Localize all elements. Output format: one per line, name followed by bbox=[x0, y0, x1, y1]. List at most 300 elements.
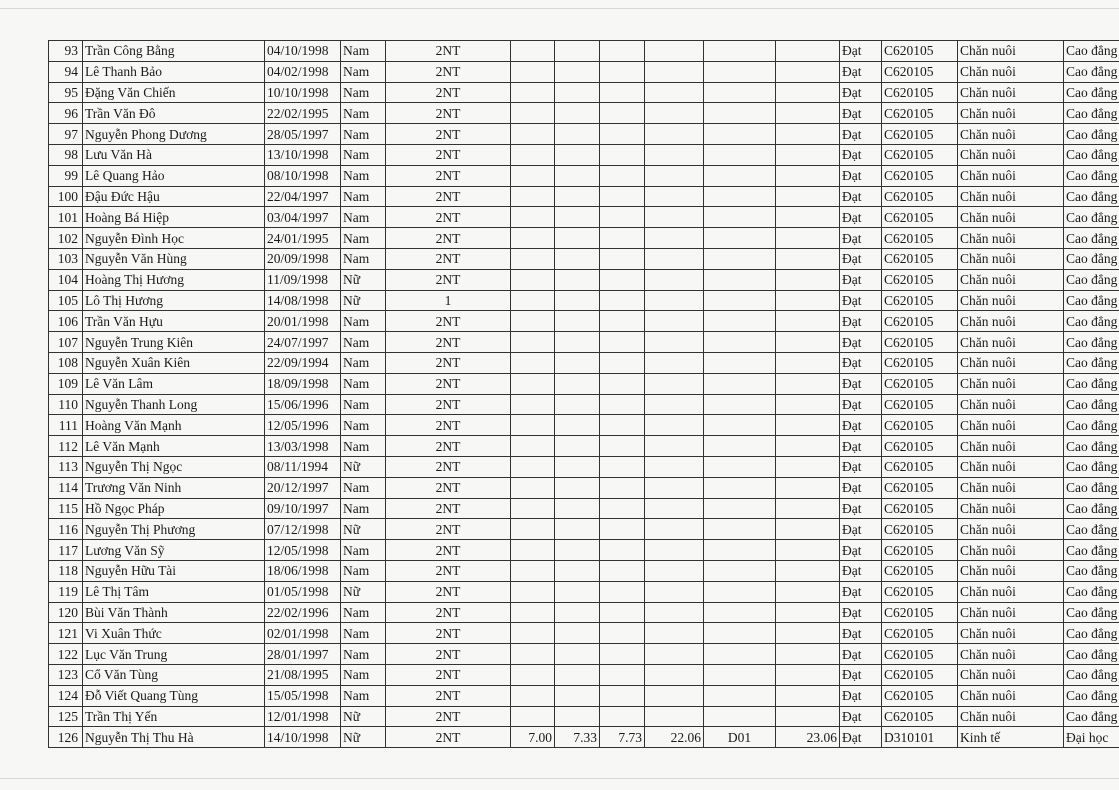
student-name-cell: Đỗ Viết Quang Tùng bbox=[83, 685, 265, 706]
subject-1-score-cell bbox=[511, 41, 555, 62]
gender-cell: Nam bbox=[341, 311, 386, 332]
exam-block-cell bbox=[704, 124, 776, 145]
total-score-cell bbox=[645, 311, 704, 332]
education-level-cell: Cao đẳng bbox=[1064, 477, 1119, 498]
subject-2-score-cell bbox=[555, 103, 600, 124]
exam-block-cell bbox=[704, 103, 776, 124]
scan-edge-bottom bbox=[0, 778, 1119, 779]
admission-results-table bbox=[48, 40, 1119, 748]
major-name-cell: Chăn nuôi bbox=[958, 436, 1064, 457]
result-status-cell: Đạt bbox=[840, 415, 882, 436]
exam-block-cell bbox=[704, 623, 776, 644]
major-name-cell: Chăn nuôi bbox=[958, 373, 1064, 394]
gender-cell: Nam bbox=[341, 685, 386, 706]
total-score-cell bbox=[645, 41, 704, 62]
education-level-cell: Cao đẳng bbox=[1064, 144, 1119, 165]
table-row bbox=[49, 498, 1119, 519]
student-name-cell: Vi Xuân Thức bbox=[83, 623, 265, 644]
exam-block-cell bbox=[704, 581, 776, 602]
gender-cell: Nam bbox=[341, 41, 386, 62]
education-level-cell: Cao đẳng bbox=[1064, 540, 1119, 561]
priority-area-cell: 2NT bbox=[386, 602, 511, 623]
gender-cell: Nam bbox=[341, 165, 386, 186]
result-status-cell: Đạt bbox=[840, 373, 882, 394]
gender-cell: Nữ bbox=[341, 727, 386, 748]
major-code-cell: C620105 bbox=[882, 706, 958, 727]
priority-area-cell: 2NT bbox=[386, 41, 511, 62]
major-code-cell: C620105 bbox=[882, 311, 958, 332]
exam-block-cell bbox=[704, 207, 776, 228]
priority-area-cell: 1 bbox=[386, 290, 511, 311]
subject-2-score-cell: 7.33 bbox=[555, 727, 600, 748]
subject-1-score-cell bbox=[511, 560, 555, 581]
row-number-cell: 115 bbox=[49, 498, 83, 519]
student-name-cell: Trần Công Bằng bbox=[83, 41, 265, 62]
row-number-cell: 113 bbox=[49, 456, 83, 477]
education-level-cell: Cao đẳng bbox=[1064, 41, 1119, 62]
admission-score-cell bbox=[776, 436, 840, 457]
admission-score-cell bbox=[776, 269, 840, 290]
education-level-cell: Cao đẳng bbox=[1064, 248, 1119, 269]
result-status-cell: Đạt bbox=[840, 61, 882, 82]
exam-block-cell bbox=[704, 477, 776, 498]
admission-score-cell bbox=[776, 207, 840, 228]
table-row bbox=[49, 727, 1119, 748]
date-of-birth-cell: 18/09/1998 bbox=[265, 373, 341, 394]
table-row bbox=[49, 560, 1119, 581]
major-name-cell: Chăn nuôi bbox=[958, 207, 1064, 228]
subject-1-score-cell bbox=[511, 332, 555, 353]
student-name-cell: Trần Văn Đô bbox=[83, 103, 265, 124]
gender-cell: Nam bbox=[341, 477, 386, 498]
exam-block-cell bbox=[704, 352, 776, 373]
exam-block-cell bbox=[704, 61, 776, 82]
priority-area-cell: 2NT bbox=[386, 103, 511, 124]
gender-cell: Nam bbox=[341, 103, 386, 124]
result-status-cell: Đạt bbox=[840, 394, 882, 415]
date-of-birth-cell: 22/09/1994 bbox=[265, 352, 341, 373]
gender-cell: Nam bbox=[341, 248, 386, 269]
date-of-birth-cell: 02/01/1998 bbox=[265, 623, 341, 644]
student-name-cell: Lê Văn Lâm bbox=[83, 373, 265, 394]
student-name-cell: Lưu Văn Hà bbox=[83, 144, 265, 165]
date-of-birth-cell: 11/09/1998 bbox=[265, 269, 341, 290]
education-level-cell: Cao đẳng bbox=[1064, 373, 1119, 394]
subject-3-score-cell bbox=[600, 186, 645, 207]
result-status-cell: Đạt bbox=[840, 540, 882, 561]
major-code-cell: C620105 bbox=[882, 373, 958, 394]
result-status-cell: Đạt bbox=[840, 581, 882, 602]
subject-3-score-cell bbox=[600, 290, 645, 311]
row-number-cell: 100 bbox=[49, 186, 83, 207]
major-name-cell: Chăn nuôi bbox=[958, 332, 1064, 353]
major-name-cell: Chăn nuôi bbox=[958, 498, 1064, 519]
major-name-cell: Chăn nuôi bbox=[958, 519, 1064, 540]
priority-area-cell: 2NT bbox=[386, 581, 511, 602]
major-name-cell: Kinh tế bbox=[958, 727, 1064, 748]
subject-2-score-cell bbox=[555, 248, 600, 269]
education-level-cell: Cao đẳng bbox=[1064, 456, 1119, 477]
row-number-cell: 107 bbox=[49, 332, 83, 353]
major-code-cell: C620105 bbox=[882, 290, 958, 311]
subject-1-score-cell bbox=[511, 685, 555, 706]
admission-score-cell bbox=[776, 82, 840, 103]
gender-cell: Nam bbox=[341, 61, 386, 82]
row-number-cell: 114 bbox=[49, 477, 83, 498]
major-code-cell: C620105 bbox=[882, 498, 958, 519]
result-status-cell: Đạt bbox=[840, 519, 882, 540]
student-name-cell: Bùi Văn Thành bbox=[83, 602, 265, 623]
exam-block-cell bbox=[704, 685, 776, 706]
total-score-cell bbox=[645, 477, 704, 498]
education-level-cell: Cao đẳng bbox=[1064, 61, 1119, 82]
admission-score-cell bbox=[776, 352, 840, 373]
total-score-cell bbox=[645, 373, 704, 394]
education-level-cell: Cao đẳng bbox=[1064, 623, 1119, 644]
subject-2-score-cell bbox=[555, 602, 600, 623]
table-row bbox=[49, 602, 1119, 623]
gender-cell: Nam bbox=[341, 124, 386, 145]
education-level-cell: Cao đẳng bbox=[1064, 165, 1119, 186]
subject-3-score-cell bbox=[600, 519, 645, 540]
major-code-cell: C620105 bbox=[882, 228, 958, 249]
subject-2-score-cell bbox=[555, 436, 600, 457]
student-name-cell: Nguyễn Văn Hùng bbox=[83, 248, 265, 269]
student-name-cell: Trần Văn Hựu bbox=[83, 311, 265, 332]
table-row bbox=[49, 519, 1119, 540]
table-row bbox=[49, 436, 1119, 457]
gender-cell: Nam bbox=[341, 144, 386, 165]
table-row bbox=[49, 165, 1119, 186]
education-level-cell: Cao đẳng bbox=[1064, 436, 1119, 457]
row-number-cell: 125 bbox=[49, 706, 83, 727]
student-name-cell: Nguyễn Thị Thu Hà bbox=[83, 727, 265, 748]
admission-score-cell bbox=[776, 165, 840, 186]
exam-block-cell: D01 bbox=[704, 727, 776, 748]
exam-block-cell bbox=[704, 436, 776, 457]
admission-score-cell bbox=[776, 228, 840, 249]
table-row bbox=[49, 124, 1119, 145]
student-name-cell: Lương Văn Sỹ bbox=[83, 540, 265, 561]
table-row bbox=[49, 186, 1119, 207]
result-status-cell: Đạt bbox=[840, 124, 882, 145]
row-number-cell: 96 bbox=[49, 103, 83, 124]
row-number-cell: 119 bbox=[49, 581, 83, 602]
result-status-cell: Đạt bbox=[840, 685, 882, 706]
education-level-cell: Cao đẳng bbox=[1064, 82, 1119, 103]
student-name-cell: Nguyễn Trung Kiên bbox=[83, 332, 265, 353]
total-score-cell bbox=[645, 352, 704, 373]
gender-cell: Nam bbox=[341, 415, 386, 436]
table-row bbox=[49, 103, 1119, 124]
major-code-cell: C620105 bbox=[882, 207, 958, 228]
major-name-cell: Chăn nuôi bbox=[958, 124, 1064, 145]
priority-area-cell: 2NT bbox=[386, 124, 511, 145]
priority-area-cell: 2NT bbox=[386, 394, 511, 415]
subject-1-score-cell bbox=[511, 436, 555, 457]
education-level-cell: Cao đẳng bbox=[1064, 332, 1119, 353]
total-score-cell bbox=[645, 248, 704, 269]
student-name-cell: Cổ Văn Tùng bbox=[83, 664, 265, 685]
exam-block-cell bbox=[704, 290, 776, 311]
major-name-cell: Chăn nuôi bbox=[958, 311, 1064, 332]
row-number-cell: 105 bbox=[49, 290, 83, 311]
major-code-cell: C620105 bbox=[882, 581, 958, 602]
result-status-cell: Đạt bbox=[840, 456, 882, 477]
subject-3-score-cell bbox=[600, 602, 645, 623]
major-name-cell: Chăn nuôi bbox=[958, 623, 1064, 644]
major-code-cell: C620105 bbox=[882, 103, 958, 124]
priority-area-cell: 2NT bbox=[386, 207, 511, 228]
subject-3-score-cell bbox=[600, 373, 645, 394]
subject-3-score-cell bbox=[600, 311, 645, 332]
result-status-cell: Đạt bbox=[840, 602, 882, 623]
admission-score-cell: 23.06 bbox=[776, 727, 840, 748]
result-status-cell: Đạt bbox=[840, 560, 882, 581]
subject-3-score-cell bbox=[600, 144, 645, 165]
subject-3-score-cell bbox=[600, 165, 645, 186]
major-name-cell: Chăn nuôi bbox=[958, 186, 1064, 207]
exam-block-cell bbox=[704, 706, 776, 727]
admission-score-cell bbox=[776, 498, 840, 519]
result-status-cell: Đạt bbox=[840, 186, 882, 207]
total-score-cell: 22.06 bbox=[645, 727, 704, 748]
subject-1-score-cell bbox=[511, 311, 555, 332]
total-score-cell bbox=[645, 581, 704, 602]
subject-2-score-cell bbox=[555, 644, 600, 665]
subject-3-score-cell bbox=[600, 540, 645, 561]
date-of-birth-cell: 20/01/1998 bbox=[265, 311, 341, 332]
student-name-cell: Hoàng Bá Hiệp bbox=[83, 207, 265, 228]
priority-area-cell: 2NT bbox=[386, 373, 511, 394]
date-of-birth-cell: 12/05/1996 bbox=[265, 415, 341, 436]
table-row bbox=[49, 540, 1119, 561]
gender-cell: Nam bbox=[341, 332, 386, 353]
result-status-cell: Đạt bbox=[840, 103, 882, 124]
admission-score-cell bbox=[776, 581, 840, 602]
date-of-birth-cell: 20/09/1998 bbox=[265, 248, 341, 269]
student-name-cell: Nguyễn Phong Dương bbox=[83, 124, 265, 145]
table-row bbox=[49, 685, 1119, 706]
total-score-cell bbox=[645, 61, 704, 82]
subject-3-score-cell bbox=[600, 228, 645, 249]
table-row bbox=[49, 248, 1119, 269]
row-number-cell: 95 bbox=[49, 82, 83, 103]
priority-area-cell: 2NT bbox=[386, 498, 511, 519]
admission-score-cell bbox=[776, 644, 840, 665]
subject-2-score-cell bbox=[555, 373, 600, 394]
subject-1-score-cell bbox=[511, 248, 555, 269]
table-row bbox=[49, 269, 1119, 290]
result-status-cell: Đạt bbox=[840, 82, 882, 103]
gender-cell: Nữ bbox=[341, 706, 386, 727]
row-number-cell: 108 bbox=[49, 352, 83, 373]
subject-2-score-cell bbox=[555, 269, 600, 290]
date-of-birth-cell: 09/10/1997 bbox=[265, 498, 341, 519]
table-row bbox=[49, 352, 1119, 373]
major-code-cell: C620105 bbox=[882, 644, 958, 665]
result-status-cell: Đạt bbox=[840, 144, 882, 165]
table-row bbox=[49, 456, 1119, 477]
row-number-cell: 126 bbox=[49, 727, 83, 748]
subject-3-score-cell bbox=[600, 623, 645, 644]
total-score-cell bbox=[645, 685, 704, 706]
result-status-cell: Đạt bbox=[840, 664, 882, 685]
major-code-cell: C620105 bbox=[882, 602, 958, 623]
date-of-birth-cell: 15/06/1996 bbox=[265, 394, 341, 415]
date-of-birth-cell: 03/04/1997 bbox=[265, 207, 341, 228]
subject-1-score-cell bbox=[511, 456, 555, 477]
exam-block-cell bbox=[704, 144, 776, 165]
exam-block-cell bbox=[704, 41, 776, 62]
subject-2-score-cell bbox=[555, 165, 600, 186]
major-code-cell: C620105 bbox=[882, 269, 958, 290]
table-row bbox=[49, 644, 1119, 665]
subject-2-score-cell bbox=[555, 706, 600, 727]
date-of-birth-cell: 22/02/1996 bbox=[265, 602, 341, 623]
row-number-cell: 123 bbox=[49, 664, 83, 685]
major-name-cell: Chăn nuôi bbox=[958, 685, 1064, 706]
subject-2-score-cell bbox=[555, 207, 600, 228]
priority-area-cell: 2NT bbox=[386, 623, 511, 644]
subject-1-score-cell bbox=[511, 477, 555, 498]
admission-score-cell bbox=[776, 124, 840, 145]
admission-score-cell bbox=[776, 456, 840, 477]
education-level-cell: Đại học bbox=[1064, 727, 1119, 748]
total-score-cell bbox=[645, 415, 704, 436]
row-number-cell: 121 bbox=[49, 623, 83, 644]
major-code-cell: C620105 bbox=[882, 82, 958, 103]
admission-score-cell bbox=[776, 623, 840, 644]
subject-3-score-cell: 7.73 bbox=[600, 727, 645, 748]
exam-block-cell bbox=[704, 186, 776, 207]
education-level-cell: Cao đẳng bbox=[1064, 352, 1119, 373]
subject-3-score-cell bbox=[600, 477, 645, 498]
exam-block-cell bbox=[704, 269, 776, 290]
major-code-cell: C620105 bbox=[882, 165, 958, 186]
student-name-cell: Nguyễn Đình Học bbox=[83, 228, 265, 249]
date-of-birth-cell: 28/01/1997 bbox=[265, 644, 341, 665]
table-row bbox=[49, 228, 1119, 249]
major-name-cell: Chăn nuôi bbox=[958, 477, 1064, 498]
priority-area-cell: 2NT bbox=[386, 685, 511, 706]
result-status-cell: Đạt bbox=[840, 207, 882, 228]
result-status-cell: Đạt bbox=[840, 269, 882, 290]
table-row bbox=[49, 290, 1119, 311]
gender-cell: Nam bbox=[341, 207, 386, 228]
major-name-cell: Chăn nuôi bbox=[958, 644, 1064, 665]
result-status-cell: Đạt bbox=[840, 498, 882, 519]
result-status-cell: Đạt bbox=[840, 436, 882, 457]
total-score-cell bbox=[645, 82, 704, 103]
major-code-cell: C620105 bbox=[882, 560, 958, 581]
subject-3-score-cell bbox=[600, 436, 645, 457]
major-name-cell: Chăn nuôi bbox=[958, 602, 1064, 623]
subject-1-score-cell bbox=[511, 352, 555, 373]
major-code-cell: C620105 bbox=[882, 61, 958, 82]
admission-score-cell bbox=[776, 290, 840, 311]
gender-cell: Nữ bbox=[341, 519, 386, 540]
gender-cell: Nữ bbox=[341, 456, 386, 477]
date-of-birth-cell: 14/08/1998 bbox=[265, 290, 341, 311]
gender-cell: Nữ bbox=[341, 581, 386, 602]
row-number-cell: 116 bbox=[49, 519, 83, 540]
subject-2-score-cell bbox=[555, 82, 600, 103]
gender-cell: Nam bbox=[341, 394, 386, 415]
total-score-cell bbox=[645, 498, 704, 519]
exam-block-cell bbox=[704, 311, 776, 332]
major-code-cell: C620105 bbox=[882, 685, 958, 706]
gender-cell: Nam bbox=[341, 602, 386, 623]
priority-area-cell: 2NT bbox=[386, 61, 511, 82]
table-row bbox=[49, 82, 1119, 103]
subject-3-score-cell bbox=[600, 269, 645, 290]
subject-3-score-cell bbox=[600, 207, 645, 228]
subject-1-score-cell bbox=[511, 664, 555, 685]
row-number-cell: 93 bbox=[49, 41, 83, 62]
student-name-cell: Nguyễn Hữu Tài bbox=[83, 560, 265, 581]
exam-block-cell bbox=[704, 498, 776, 519]
gender-cell: Nam bbox=[341, 560, 386, 581]
gender-cell: Nam bbox=[341, 352, 386, 373]
date-of-birth-cell: 22/04/1997 bbox=[265, 186, 341, 207]
date-of-birth-cell: 12/05/1998 bbox=[265, 540, 341, 561]
education-level-cell: Cao đẳng bbox=[1064, 124, 1119, 145]
exam-block-cell bbox=[704, 560, 776, 581]
table-row bbox=[49, 332, 1119, 353]
priority-area-cell: 2NT bbox=[386, 144, 511, 165]
result-status-cell: Đạt bbox=[840, 165, 882, 186]
major-name-cell: Chăn nuôi bbox=[958, 581, 1064, 602]
major-code-cell: C620105 bbox=[882, 186, 958, 207]
row-number-cell: 104 bbox=[49, 269, 83, 290]
gender-cell: Nam bbox=[341, 623, 386, 644]
total-score-cell bbox=[645, 602, 704, 623]
date-of-birth-cell: 15/05/1998 bbox=[265, 685, 341, 706]
subject-1-score-cell bbox=[511, 186, 555, 207]
gender-cell: Nam bbox=[341, 82, 386, 103]
total-score-cell bbox=[645, 269, 704, 290]
student-name-cell: Đặng Văn Chiến bbox=[83, 82, 265, 103]
major-code-cell: C620105 bbox=[882, 352, 958, 373]
priority-area-cell: 2NT bbox=[386, 352, 511, 373]
education-level-cell: Cao đẳng bbox=[1064, 103, 1119, 124]
major-name-cell: Chăn nuôi bbox=[958, 269, 1064, 290]
gender-cell: Nam bbox=[341, 644, 386, 665]
exam-block-cell bbox=[704, 82, 776, 103]
subject-3-score-cell bbox=[600, 41, 645, 62]
subject-3-score-cell bbox=[600, 352, 645, 373]
admission-score-cell bbox=[776, 103, 840, 124]
row-number-cell: 98 bbox=[49, 144, 83, 165]
subject-1-score-cell bbox=[511, 623, 555, 644]
total-score-cell bbox=[645, 644, 704, 665]
row-number-cell: 110 bbox=[49, 394, 83, 415]
education-level-cell: Cao đẳng bbox=[1064, 290, 1119, 311]
date-of-birth-cell: 13/10/1998 bbox=[265, 144, 341, 165]
priority-area-cell: 2NT bbox=[386, 436, 511, 457]
student-name-cell: Nguyễn Xuân Kiên bbox=[83, 352, 265, 373]
education-level-cell: Cao đẳng bbox=[1064, 269, 1119, 290]
major-code-cell: C620105 bbox=[882, 519, 958, 540]
education-level-cell: Cao đẳng bbox=[1064, 415, 1119, 436]
major-name-cell: Chăn nuôi bbox=[958, 228, 1064, 249]
row-number-cell: 103 bbox=[49, 248, 83, 269]
subject-3-score-cell bbox=[600, 498, 645, 519]
result-status-cell: Đạt bbox=[840, 727, 882, 748]
education-level-cell: Cao đẳng bbox=[1064, 519, 1119, 540]
gender-cell: Nam bbox=[341, 373, 386, 394]
